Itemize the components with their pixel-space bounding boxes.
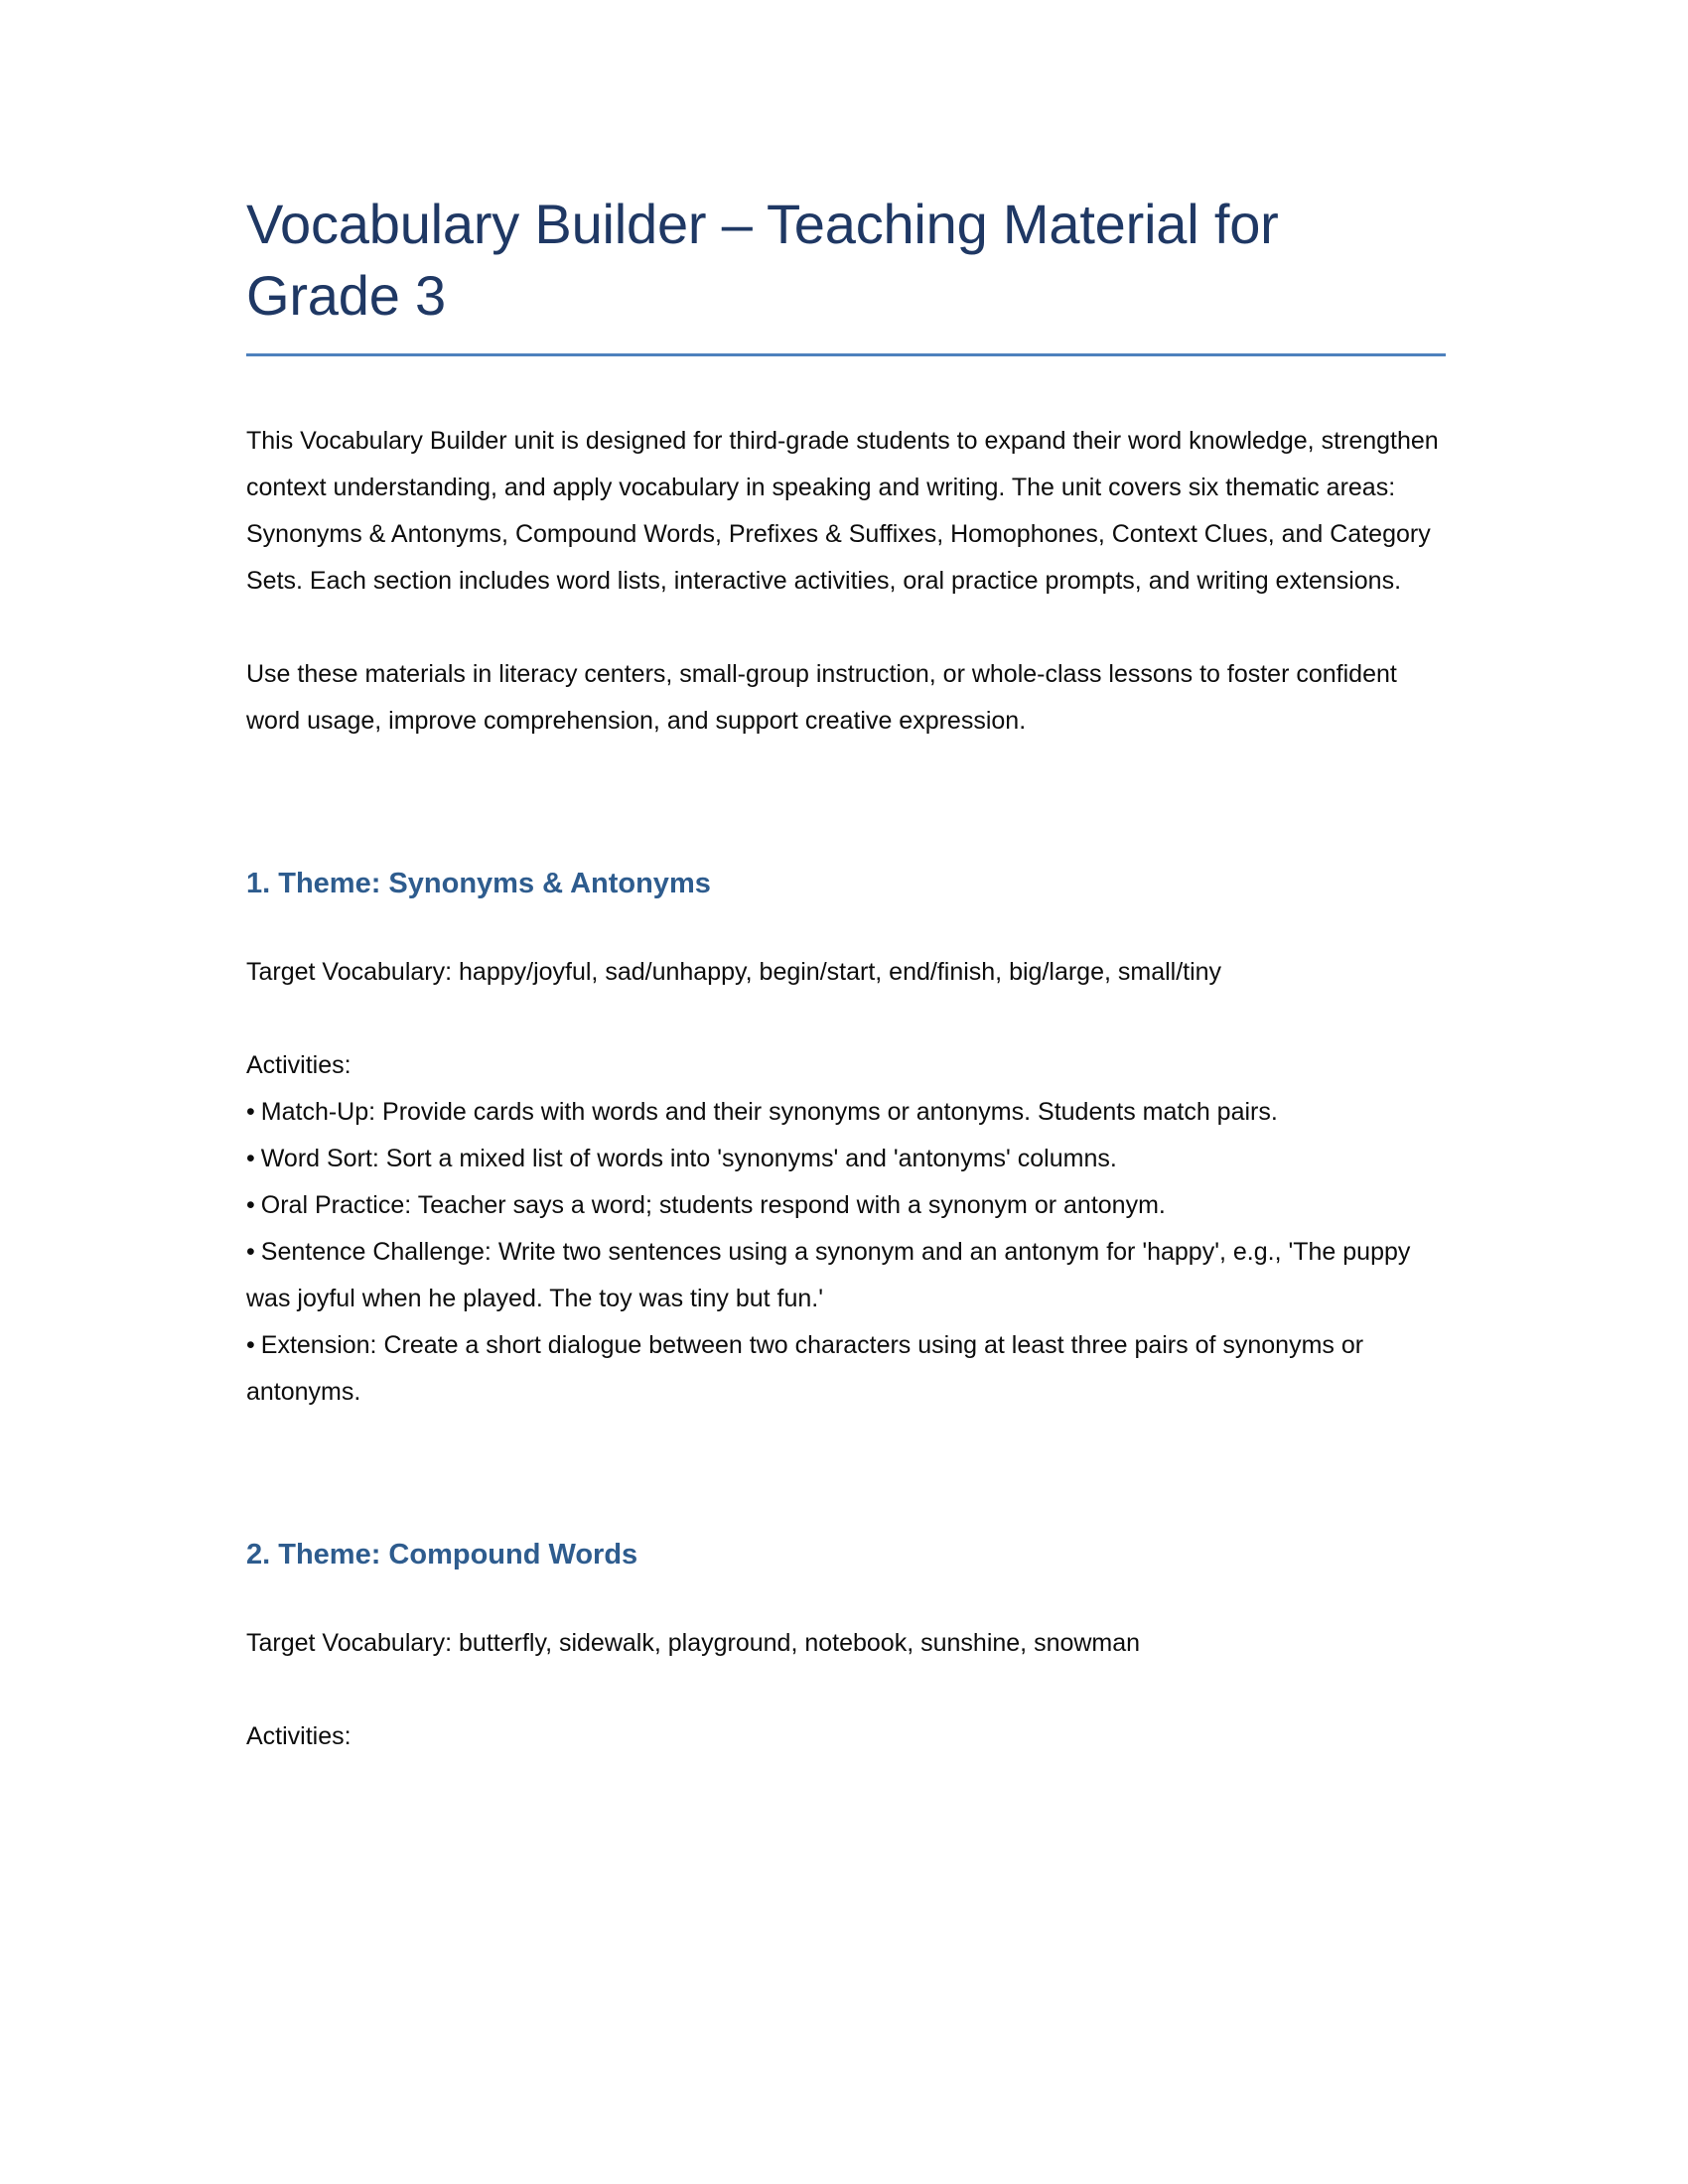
bullet-icon: • [246,1331,255,1359]
vocab-gap-2 [246,1667,1446,1713]
list-item [246,1089,1446,1136]
list-item-text: Sentence Challenge: Write two sentences using a synonym and an antonym for 'happy', e.g., 'The puppy was joyful when he played. The toy was tiny but fun.' [246,1238,1411,1312]
activities-list-1 [246,1089,1446,1416]
list-item [246,1229,1446,1322]
intro-block [246,418,1446,745]
list-item-text: Match-Up: Provide cards with words and their synonyms or antonyms. Students match pairs. [260,1098,1278,1126]
bullet-icon: • [246,1098,255,1126]
target-vocabulary-2: Target Vocabulary: butterfly, sidewalk, playground, notebook, sunshine, snowman [246,1629,1141,1657]
activities-label-2: Activities: [246,1722,352,1750]
bullet-icon: • [246,1145,255,1172]
heading-gap-1 [246,905,1446,949]
section-heading-1: 1. Theme: Synonyms & Antonyms [246,868,711,899]
section-heading-2: 2. Theme: Compound Words [246,1539,638,1570]
list-item [246,1136,1446,1182]
intro-paragraph-2: Use these materials in literacy centers, small-group instruction, or whole-class lessons to foster confident word usage, improve comprehension, and support creative expression. [246,660,1397,735]
vocab-gap-1 [246,996,1446,1042]
target-vocabulary-1: Target Vocabulary: happy/joyful, sad/unhappy, begin/start, end/finish, big/large, small/tiny [246,958,1222,986]
page-title: Vocabulary Builder – Teaching Material for Grade 3 [246,193,1279,327]
heading-gap-2 [246,1576,1446,1620]
bullet-icon: • [246,1191,255,1219]
title-divider [246,353,1446,356]
list-item [246,1182,1446,1229]
list-item-text: Oral Practice: Teacher says a word; students respond with a synonym or antonym. [260,1191,1166,1219]
section-gap-2 [246,1416,1446,1533]
activities-label-1: Activities: [246,1051,352,1079]
section-compound-words [246,1533,1446,1760]
list-item-text: Extension: Create a short dialogue between two characters using at least three pairs of synonyms or antonyms. [246,1331,1364,1406]
list-item-text: Word Sort: Sort a mixed list of words into 'synonyms' and 'antonyms' columns. [260,1145,1117,1172]
bullet-icon: • [246,1238,255,1266]
list-item [246,1322,1446,1416]
section-gap-1 [246,745,1446,862]
section-synonyms-antonyms [246,862,1446,1416]
document-content [246,0,1446,1760]
intro-paragraph-1: This Vocabulary Builder unit is designed for third-grade students to expand their word knowledge, strengthen context understanding, and apply vocabulary in speaking and writing. The unit covers six thematic areas: Synonyms & Antonyms, Compound Words, Prefixes & Suffixes, Homophones, Context Clues, and Category Sets. Each section includes word lists, interactive activities, oral practice prompts, and writing extensions. [246,427,1439,595]
